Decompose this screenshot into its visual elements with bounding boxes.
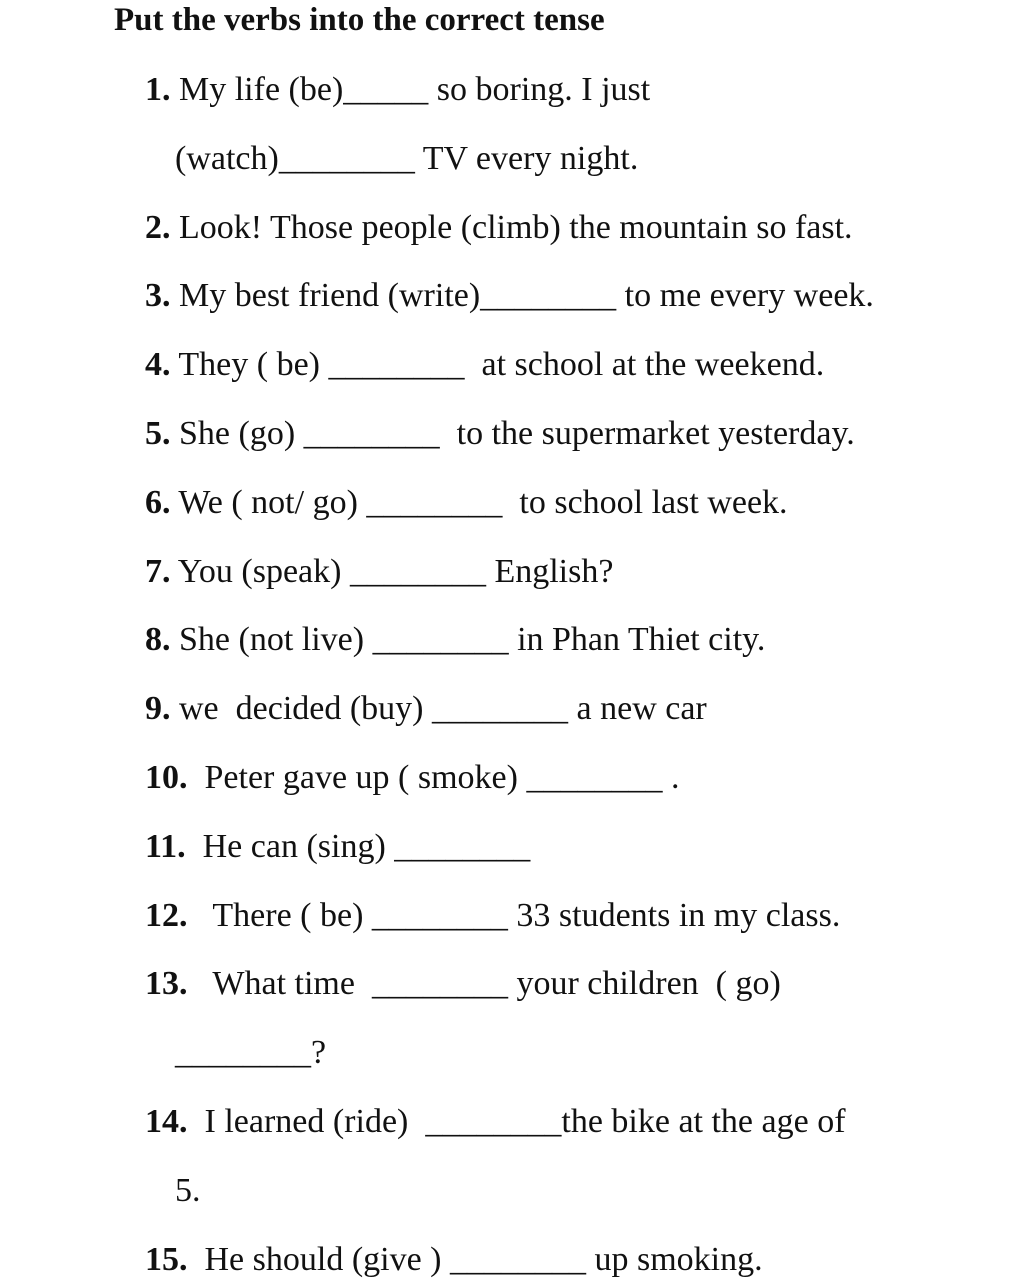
question-continuation <box>175 1169 201 1213</box>
question-text: He should (give ) ________ up smoking. <box>204 1240 763 1278</box>
question-number: 3. <box>145 277 171 315</box>
question-continuation <box>175 1031 326 1075</box>
question-number: 8. <box>145 621 171 659</box>
question-text: Look! Those people (climb) the mountain so fast. <box>179 208 853 246</box>
question-text: ________? <box>175 1034 327 1072</box>
question-item <box>145 1238 763 1282</box>
question-text: There ( be) ________ 33 students in my class. <box>204 896 841 934</box>
question-item <box>145 894 840 938</box>
question-item <box>145 825 530 869</box>
question-text: You (speak) ________ English? <box>177 552 614 590</box>
question-text: We ( not/ go) ________ to school last week. <box>178 483 788 521</box>
question-text: She (go) ________ to the supermarket yesterday. <box>179 415 855 452</box>
worksheet-title: Put the verbs into the correct tense <box>114 2 605 38</box>
question-number: 10. <box>145 759 188 796</box>
question-number: 1. <box>145 71 171 108</box>
question-item <box>145 343 824 387</box>
question-text: (watch)________ TV every night. <box>175 139 639 177</box>
question-number: 5. <box>145 415 171 452</box>
question-text: What time ________ your children ( go) <box>204 965 781 1003</box>
question-item <box>145 1100 846 1144</box>
question-item <box>145 412 855 456</box>
question-number: 14. <box>145 1103 188 1140</box>
question-text: Peter gave up ( smoke) ________ . <box>204 759 680 796</box>
question-text: They ( be) ________ at school at the weekend. <box>178 346 825 384</box>
question-number: 15. <box>145 1240 188 1278</box>
question-number: 7. <box>145 552 171 590</box>
question-item <box>145 962 781 1006</box>
question-number: 2. <box>145 208 171 246</box>
question-number: 9. <box>145 690 171 728</box>
question-number: 13. <box>145 965 188 1003</box>
question-number: 11. <box>145 827 186 865</box>
question-item <box>145 550 613 594</box>
question-number: 6. <box>145 483 171 521</box>
question-text: She (not live) ________ in Phan Thiet city. <box>179 621 766 659</box>
question-text: My life (be)_____ so boring. I just <box>179 71 651 108</box>
question-number: 4. <box>145 346 171 384</box>
question-item <box>145 274 874 318</box>
question-continuation <box>175 137 638 181</box>
question-text: we decided (buy) ________ a new car <box>179 690 707 728</box>
question-text: My best friend (write)________ to me every week. <box>179 277 874 315</box>
question-text: He can (sing) ________ <box>202 827 531 865</box>
question-item <box>145 618 765 662</box>
question-item <box>145 756 679 800</box>
question-item <box>145 206 853 250</box>
question-item <box>145 68 650 112</box>
question-item <box>145 481 788 525</box>
question-text: 5. <box>175 1171 201 1209</box>
question-number: 12. <box>145 896 188 934</box>
question-text: I learned (ride) ________the bike at the age of <box>204 1103 846 1140</box>
question-item <box>145 687 707 731</box>
